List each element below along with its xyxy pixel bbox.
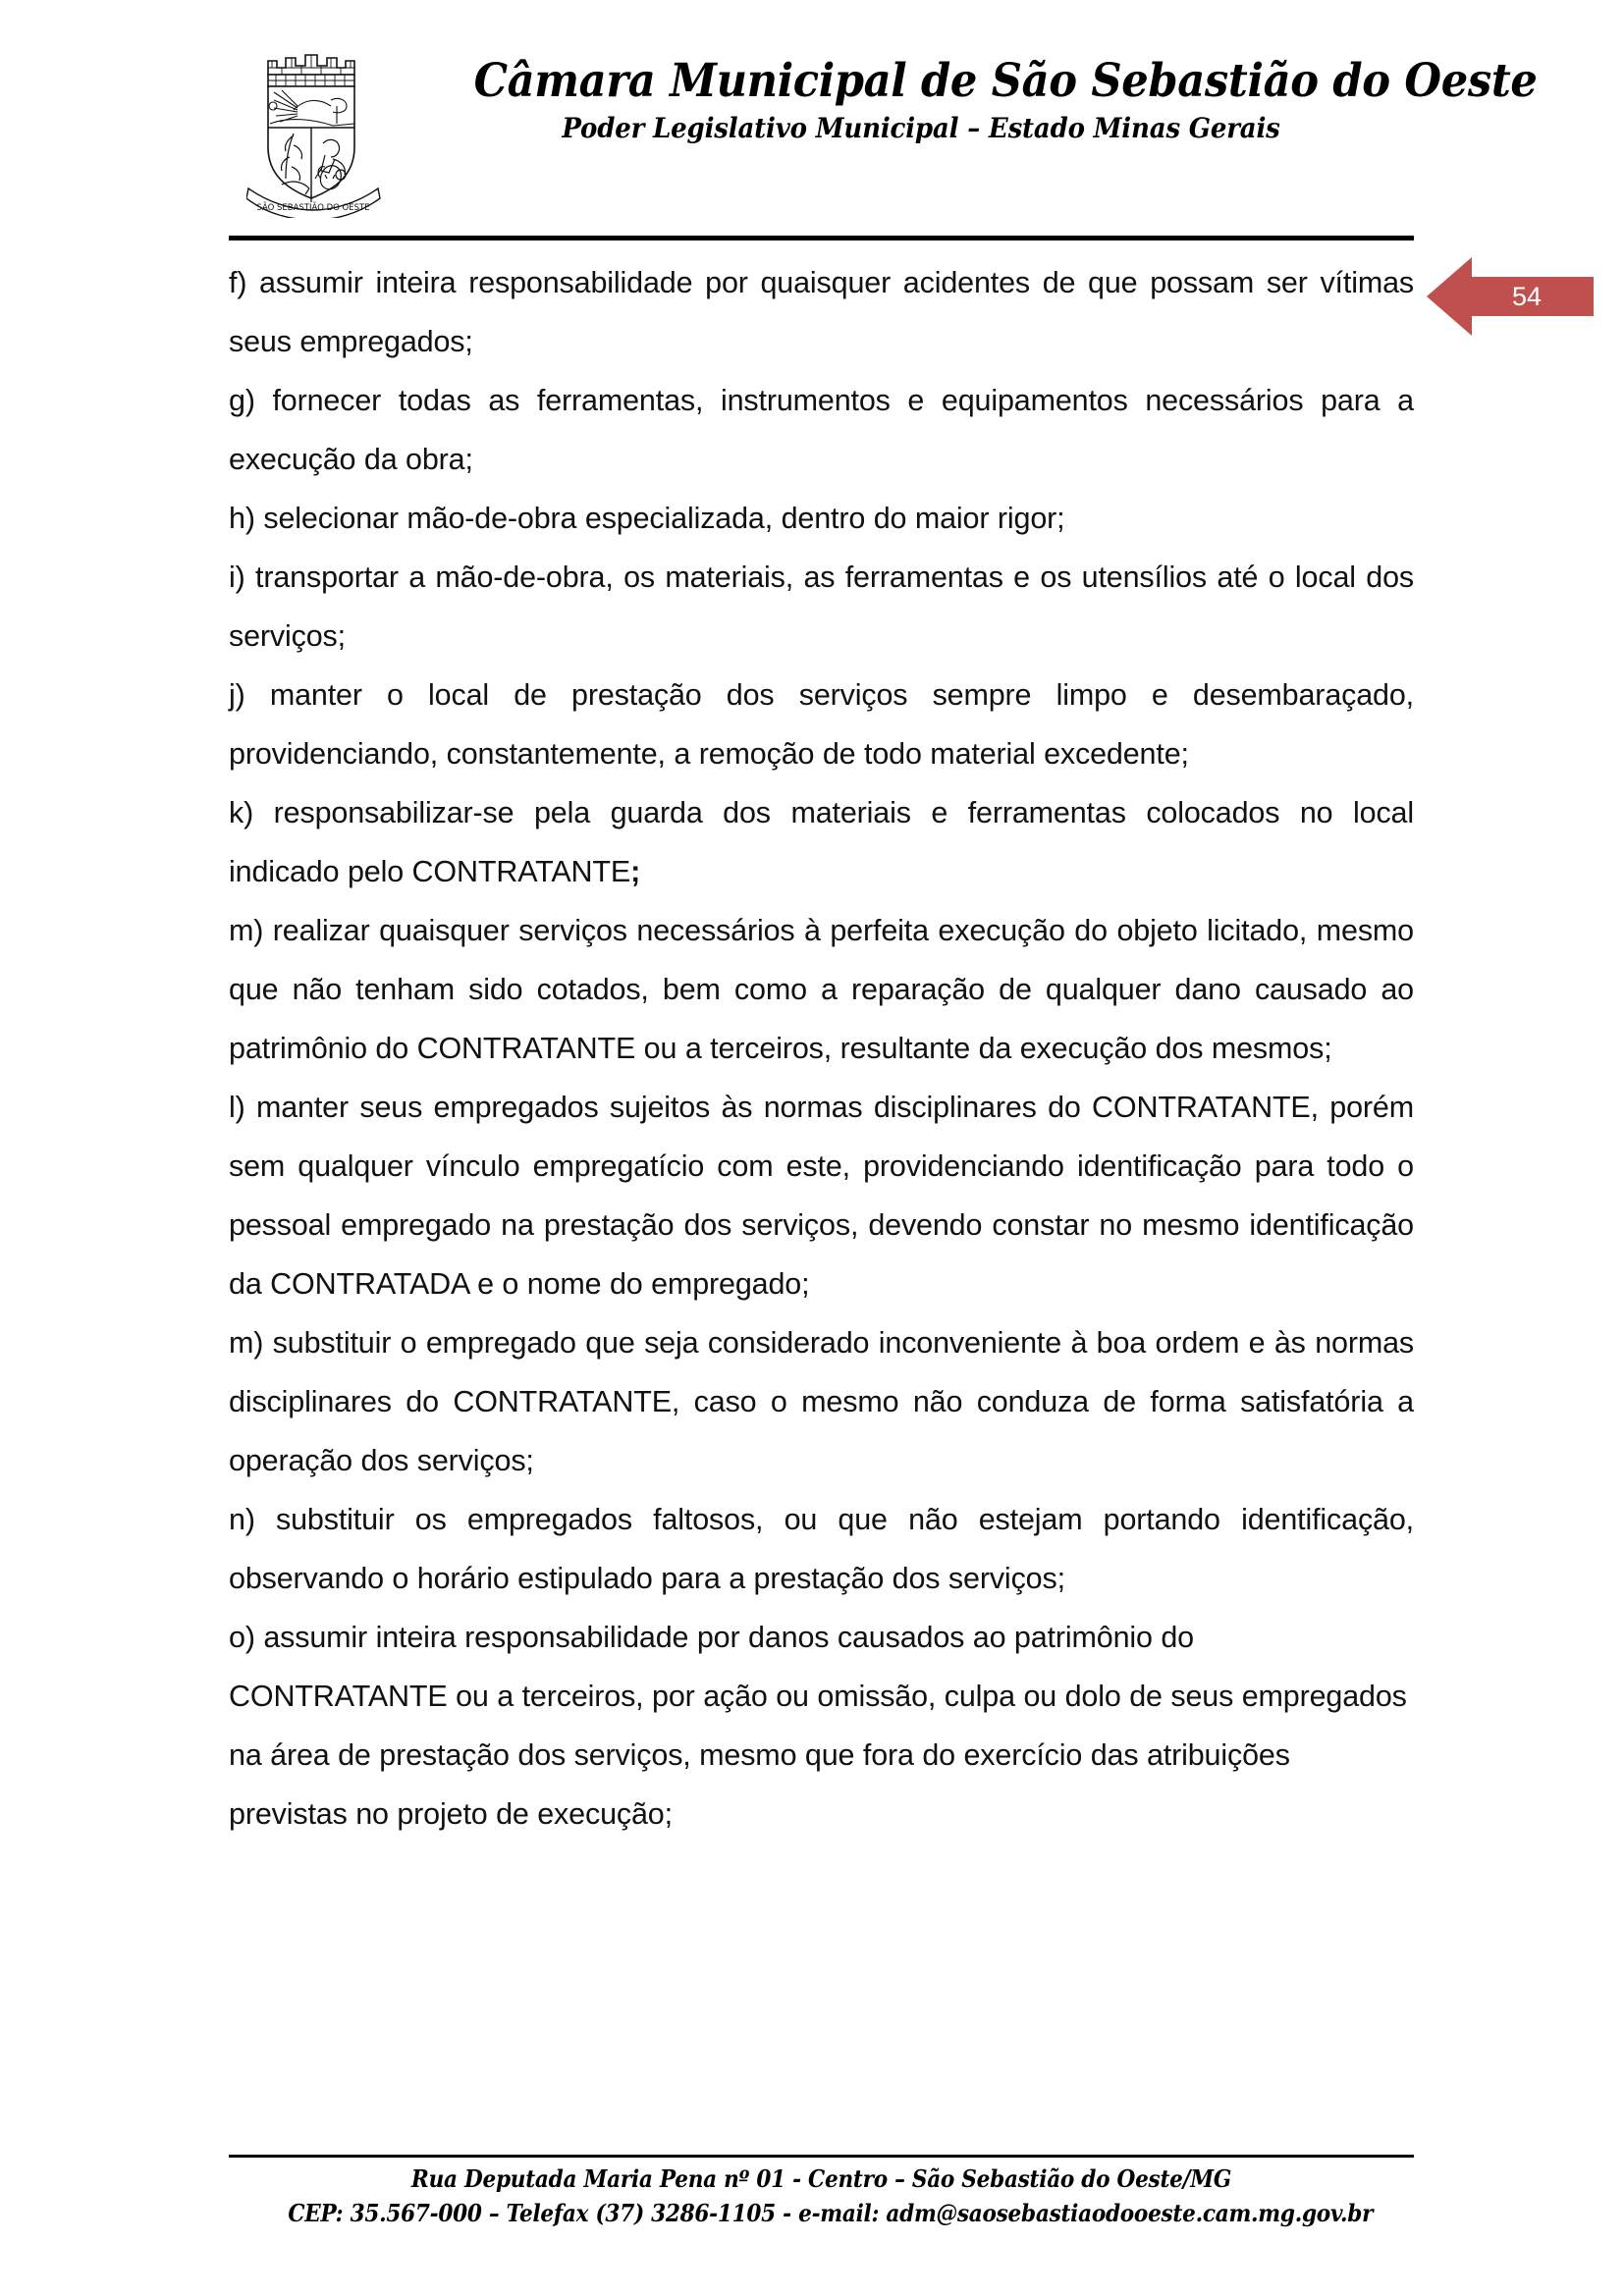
paragraph-k-bold-semicolon: ; — [630, 855, 641, 888]
document-footer — [229, 2163, 1414, 2231]
paragraph-f: f) assumir inteira responsabilidade por quaisquer acidentes de que possam ser vítimas seus empregados; — [229, 266, 1414, 358]
paragraph-m2: m) substituir o empregado que seja considerado inconveniente à boa ordem e às normas disciplinares do CONTRATANTE, caso o mesmo não conduza de forma satisfatória a operação dos serviços; — [229, 1326, 1414, 1477]
footer-contact: CEP: 35.567-000 – Telefax (37) 3286-1105 - e-mail: adm@saosebastiaodooeste.cam.mg.gov.br — [288, 2198, 1374, 2227]
coat-of-arms-icon — [246, 41, 384, 218]
svg-text:SÃO SEBASTIÃO DO OESTE: SÃO SEBASTIÃO DO OESTE — [256, 203, 370, 213]
paragraph-h: h) selecionar mão-de-obra especializada, dentro do maior rigor; — [229, 502, 1065, 535]
organization-subtitle: Poder Legislativo Municipal – Estado Minas Gerais — [562, 111, 1280, 144]
footer-divider — [229, 2155, 1414, 2158]
document-body — [229, 253, 1414, 1843]
paragraph-o: o) assumir inteira responsabilidade por danos causados ao patrimônio do CONTRATANTE ou a terceiros, por ação ou omissão, culpa ou dolo de seus empregados na área de prestação dos serviços, mesmo que fora do exercício das atribuições previstas no projeto de execução; — [229, 1621, 1407, 1831]
paragraph-m1: m) realizar quaisquer serviços necessários à perfeita execução do objeto licitado, mesmo que não tenham sido cotados, bem como a reparação de qualquer dano causado ao patrimônio do CONTRATANTE ou a terceiros, resultante da execução dos mesmos; — [229, 914, 1414, 1065]
header-title-block — [435, 54, 1538, 144]
paragraph-j: j) manter o local de prestação dos serviços sempre limpo e desembaraçado, providenciando, constantemente, a remoção de todo material excedente; — [229, 678, 1414, 771]
header-divider — [229, 236, 1414, 240]
paragraph-i: i) transportar a mão-de-obra, os materiais, as ferramentas e os utensílios até o local dos serviços; — [229, 561, 1414, 653]
document-header — [229, 29, 1538, 216]
organization-title: Câmara Municipal de São Sebastião do Oeste — [473, 54, 1538, 108]
paragraph-g: g) fornecer todas as ferramentas, instrumentos e equipamentos necessários para a execução da obra; — [229, 384, 1414, 476]
paragraph-l: l) manter seus empregados sujeitos às normas disciplinares do CONTRATANTE, porém sem qualquer vínculo empregatício com este, providenciando identificação para todo o pessoal empregado na prestação dos serviços, devendo constar no mesmo identificação da CONTRATADA e o nome do empregado; — [229, 1091, 1414, 1301]
paragraph-k-text: k) responsabilizar-se pela guarda dos materiais e ferramentas colocados no local indicado pelo CONTRATANTE — [229, 796, 1414, 888]
page-number-marker — [1427, 253, 1594, 340]
page-number-label: 54 — [1511, 281, 1543, 311]
paragraph-n: n) substituir os empregados faltosos, ou que não estejam portando identificação, observando o horário estipulado para a prestação dos serviços; — [229, 1503, 1414, 1595]
footer-address: Rua Deputada Maria Pena nº 01 - Centro – São Sebastião do Oeste/MG — [410, 2164, 1232, 2193]
paragraph-k — [229, 783, 1414, 901]
